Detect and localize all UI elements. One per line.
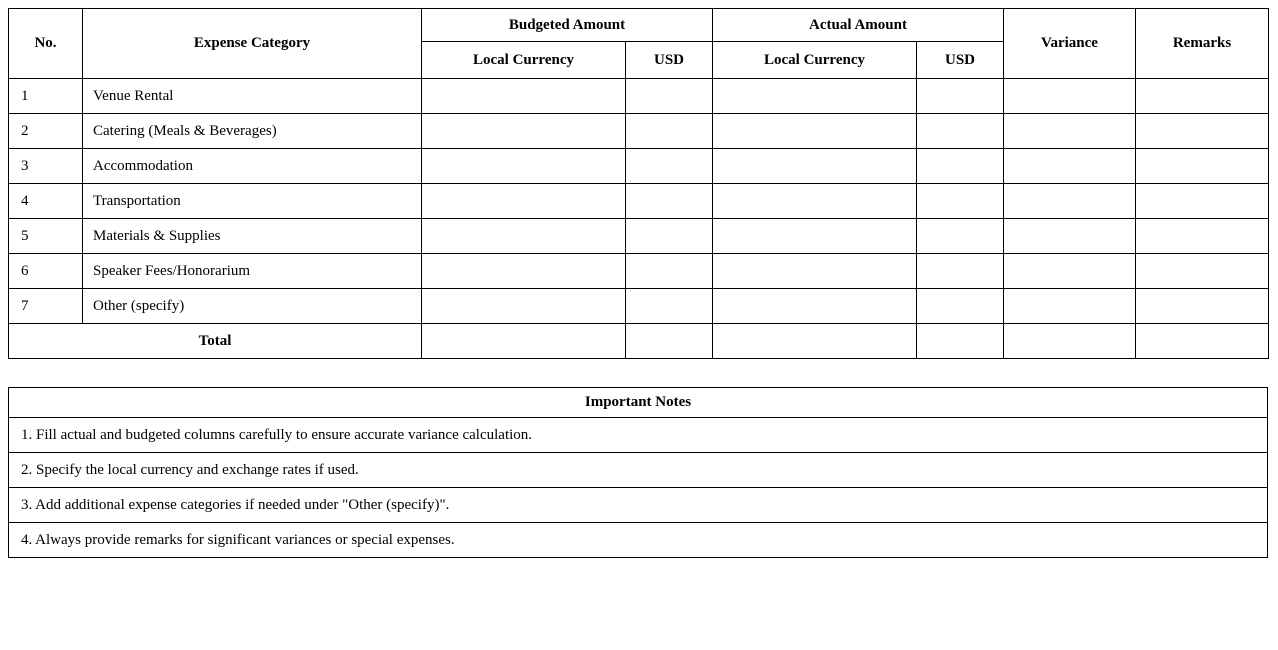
notes-header-row (9, 388, 1268, 418)
cell-budgeted-usd[interactable] (626, 149, 713, 184)
expense-budget-table (8, 8, 1269, 359)
cell-category: Transportation (83, 184, 422, 219)
header-actual-local-currency: Local Currency (713, 42, 917, 79)
cell-actual-usd[interactable] (917, 219, 1004, 254)
cell-budgeted-usd[interactable] (626, 289, 713, 324)
cell-budgeted-usd[interactable] (626, 184, 713, 219)
header-row-1 (9, 9, 1269, 42)
cell-variance[interactable] (1004, 289, 1136, 324)
expense-row (9, 79, 1269, 114)
cell-variance[interactable] (1004, 219, 1136, 254)
note-row (9, 453, 1268, 488)
cell-budgeted-local[interactable] (422, 114, 626, 149)
cell-category: Catering (Meals & Beverages) (83, 114, 422, 149)
header-variance: Variance (1004, 9, 1136, 79)
header-expense-category: Expense Category (83, 9, 422, 79)
expense-row (9, 254, 1269, 289)
cell-actual-local[interactable] (713, 114, 917, 149)
total-actual-local[interactable] (713, 324, 917, 359)
cell-variance[interactable] (1004, 149, 1136, 184)
total-remarks[interactable] (1136, 324, 1269, 359)
cell-no: 4 (9, 184, 83, 219)
cell-variance[interactable] (1004, 254, 1136, 289)
note-item: 2. Specify the local currency and exchange rates if used. (9, 453, 1268, 488)
header-remarks: Remarks (1136, 9, 1269, 79)
cell-variance[interactable] (1004, 184, 1136, 219)
cell-remarks[interactable] (1136, 79, 1269, 114)
cell-budgeted-local[interactable] (422, 149, 626, 184)
cell-no: 5 (9, 219, 83, 254)
cell-budgeted-local[interactable] (422, 289, 626, 324)
header-actual-amount: Actual Amount (713, 9, 1004, 42)
cell-actual-usd[interactable] (917, 79, 1004, 114)
note-row (9, 523, 1268, 558)
expense-row (9, 114, 1269, 149)
cell-remarks[interactable] (1136, 114, 1269, 149)
cell-variance[interactable] (1004, 79, 1136, 114)
cell-actual-local[interactable] (713, 254, 917, 289)
cell-remarks[interactable] (1136, 254, 1269, 289)
cell-no: 6 (9, 254, 83, 289)
cell-no: 1 (9, 79, 83, 114)
cell-budgeted-usd[interactable] (626, 254, 713, 289)
cell-no: 3 (9, 149, 83, 184)
note-item: 1. Fill actual and budgeted columns carefully to ensure accurate variance calculation. (9, 418, 1268, 453)
cell-budgeted-usd[interactable] (626, 219, 713, 254)
header-budgeted-usd: USD (626, 42, 713, 79)
cell-remarks[interactable] (1136, 219, 1269, 254)
expense-row (9, 289, 1269, 324)
notes-title: Important Notes (9, 388, 1268, 418)
total-variance[interactable] (1004, 324, 1136, 359)
expense-row (9, 219, 1269, 254)
cell-actual-local[interactable] (713, 149, 917, 184)
cell-actual-usd[interactable] (917, 184, 1004, 219)
total-actual-usd[interactable] (917, 324, 1004, 359)
total-budgeted-usd[interactable] (626, 324, 713, 359)
header-budgeted-local-currency: Local Currency (422, 42, 626, 79)
note-item: 4. Always provide remarks for significant variances or special expenses. (9, 523, 1268, 558)
cell-actual-usd[interactable] (917, 114, 1004, 149)
cell-variance[interactable] (1004, 114, 1136, 149)
header-no: No. (9, 9, 83, 79)
expense-row (9, 149, 1269, 184)
cell-budgeted-local[interactable] (422, 184, 626, 219)
cell-category: Venue Rental (83, 79, 422, 114)
note-row (9, 488, 1268, 523)
cell-category: Other (specify) (83, 289, 422, 324)
cell-actual-local[interactable] (713, 219, 917, 254)
cell-actual-usd[interactable] (917, 149, 1004, 184)
cell-budgeted-local[interactable] (422, 219, 626, 254)
cell-category: Speaker Fees/Honorarium (83, 254, 422, 289)
cell-category: Accommodation (83, 149, 422, 184)
total-row (9, 324, 1269, 359)
cell-actual-local[interactable] (713, 79, 917, 114)
header-actual-usd: USD (917, 42, 1004, 79)
cell-remarks[interactable] (1136, 149, 1269, 184)
cell-no: 7 (9, 289, 83, 324)
important-notes-table (8, 387, 1268, 558)
cell-category: Materials & Supplies (83, 219, 422, 254)
cell-actual-local[interactable] (713, 184, 917, 219)
cell-actual-usd[interactable] (917, 289, 1004, 324)
note-item: 3. Add additional expense categories if needed under "Other (specify)". (9, 488, 1268, 523)
total-budgeted-local[interactable] (422, 324, 626, 359)
cell-remarks[interactable] (1136, 184, 1269, 219)
cell-budgeted-usd[interactable] (626, 114, 713, 149)
cell-remarks[interactable] (1136, 289, 1269, 324)
note-row (9, 418, 1268, 453)
cell-actual-local[interactable] (713, 289, 917, 324)
cell-actual-usd[interactable] (917, 254, 1004, 289)
cell-budgeted-local[interactable] (422, 79, 626, 114)
cell-budgeted-local[interactable] (422, 254, 626, 289)
total-label: Total (9, 324, 422, 359)
header-budgeted-amount: Budgeted Amount (422, 9, 713, 42)
cell-no: 2 (9, 114, 83, 149)
expense-row (9, 184, 1269, 219)
cell-budgeted-usd[interactable] (626, 79, 713, 114)
